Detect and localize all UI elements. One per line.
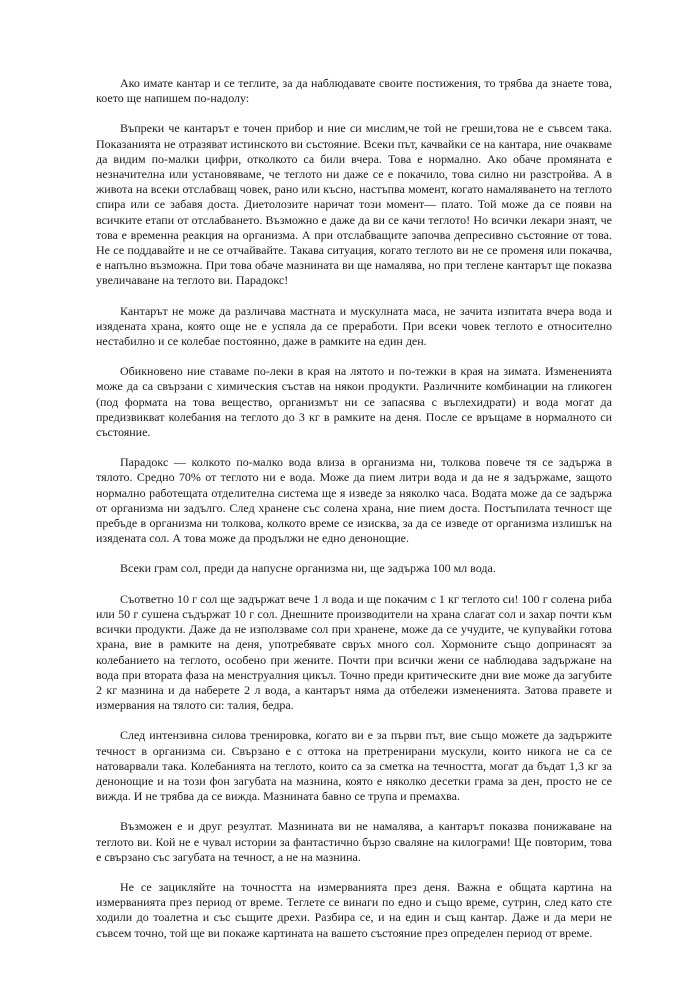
paragraph-7: Съответно 10 г сол ще задържат вече 1 л вода и ще покачим с 1 кг теглото си! 100 г солена риба или 50 г сушена съдържат 10 г сол. Днешните производители на храна слагат сол и захар почти към всички продукти. Даже да не използваме сол при хранене, може да се учудите, че купувайки готова храна, вие в рамките на деня, употребявате свръх много сол. Хормоните също допринасят за колебанието на теглото, особено при жените. Почти при всички жени се наблюдава задържане на вода при втората фаза на менструалния цикъл. Точно преди критическите дни вие може да загубите 2 кг мазнина и да наберете 2 л вода, а кантарът няма да отбележи измененията. Затова правете и измервания на тялото си: талия, бедра.: [96, 591, 612, 713]
paragraph-8: След интензивна силова тренировка, когато ви е за първи път, вие също можете да задържите течност в организма си. Свързано е с оттока на претренирани мускули, които никога не са се натоварвали така. Колебанията на теглото, които са за сметка на течността, могат да бъдат 1,3 кг за денонощие и на този фон загубата на мазнина, която е няколко десетки грама за ден, просто не се вижда. И не трябва да се вижда. Мазнината бавно се трупа и премахва.: [96, 728, 612, 804]
paragraph-4: Обикновено ние ставаме по-леки в края на лятото и по-тежки в края на зимата. Измененията може да са свързани с химическия състав на някои продукти. Различните комбинации на гликоген (под формата на това вещество, организмът ни се запасява с въглехидрати) и вода могат да предизвикват колебания на теглото до 3 кг в рамките на деня. После се връщаме в нормалното си състояние.: [96, 364, 612, 440]
paragraph-5: Парадокс — колкото по-малко вода влиза в организма ни, толкова повече тя се задържа в тялото. Средно 70% от теглото ни е вода. Може да пием литри вода и да не я задържаме, защото нормално работещата отделителна система ще я изведе за няколко часа. Водата може да се задържа от организма ни задълго. След хранене със солена храна, ние пием доста. Постъпилата течност ще пребъде в организма ни толкова, колкото време се изисква, за да се изведе от организма излишък на изядената сол. А това може да продължи не едно денонощие.: [96, 455, 612, 546]
paragraph-2: Въпреки че кантарът е точен прибор и ние си мислим,че той не греши,това не е съвсем така. Показанията не отразяват истинското ви състояние. Всеки път, качвайки се на кантара, ние очакваме да видим по-малки цифри, отколкото са били вчера. Това е нормално. Ако обаче промяната е незначителна или установяваме, че теглото ни даже се е покачило, това силно ни разстройва. А в живота на всеки отслабващ човек, рано или късно, настъпва момент, когато намаляването на теглото спира или се забавя доста. Диетолозите наричат този момент— плато. Той може да се появи на всичките етапи от отслабването. Възможно е даже да ви се качи теглото! Но всички лекари знаят, че това е временна реакция на организма. А при отслабващите започва депресивно състояние от това. Не се поддавайте и не се отчайвайте. Такава ситуация, когато теглото ви не се променя или покачва, е напълно възможна. При това обаче мазнината ви ще намалява, но при теглене кантарът ще показва увеличаване на теглото ви. Парадокс!: [96, 121, 612, 288]
paragraph-10: Не се зацикляйте на точността на измерванията през деня. Важна е общата картина на измерванията през период от време. Теглете се винаги по едно и също време, сутрин, след като сте ходили до тоалетна и със същите дрехи. Разбира се, и на един и същ кантар. Даже и да мери не съвсем точно, той ще ви покаже картината на вашето състояние през определен период от време.: [96, 879, 612, 940]
document-page: [96, 76, 612, 956]
paragraph-6: Всеки грам сол, преди да напусне организма ни, ще задържа 100 мл вода.: [120, 561, 496, 576]
paragraph-3: Кантарът не може да различава мастната и мускулната маса, не зачита изпитата вчера вода и изядената храна, която още не е успяла да се преработи. При всеки човек теглото е относително нестабилно и се колебае постоянно, даже в рамките на един ден.: [96, 303, 612, 349]
paragraph-9: Възможен е и друг резултат. Мазнината ви не намалява, а кантарът показва понижаване на теглото ви. Кой не е чувал истории за фантастично бързо сваляне на килограми! Ще повторим, това е свързано със загубата на течност, а не на мазнина.: [96, 819, 612, 864]
paragraph-1: Ако имате кантар и се теглите, за да наблюдавате своите постижения, то трябва да знаете това, което ще напишем по-надолу:: [96, 76, 612, 106]
